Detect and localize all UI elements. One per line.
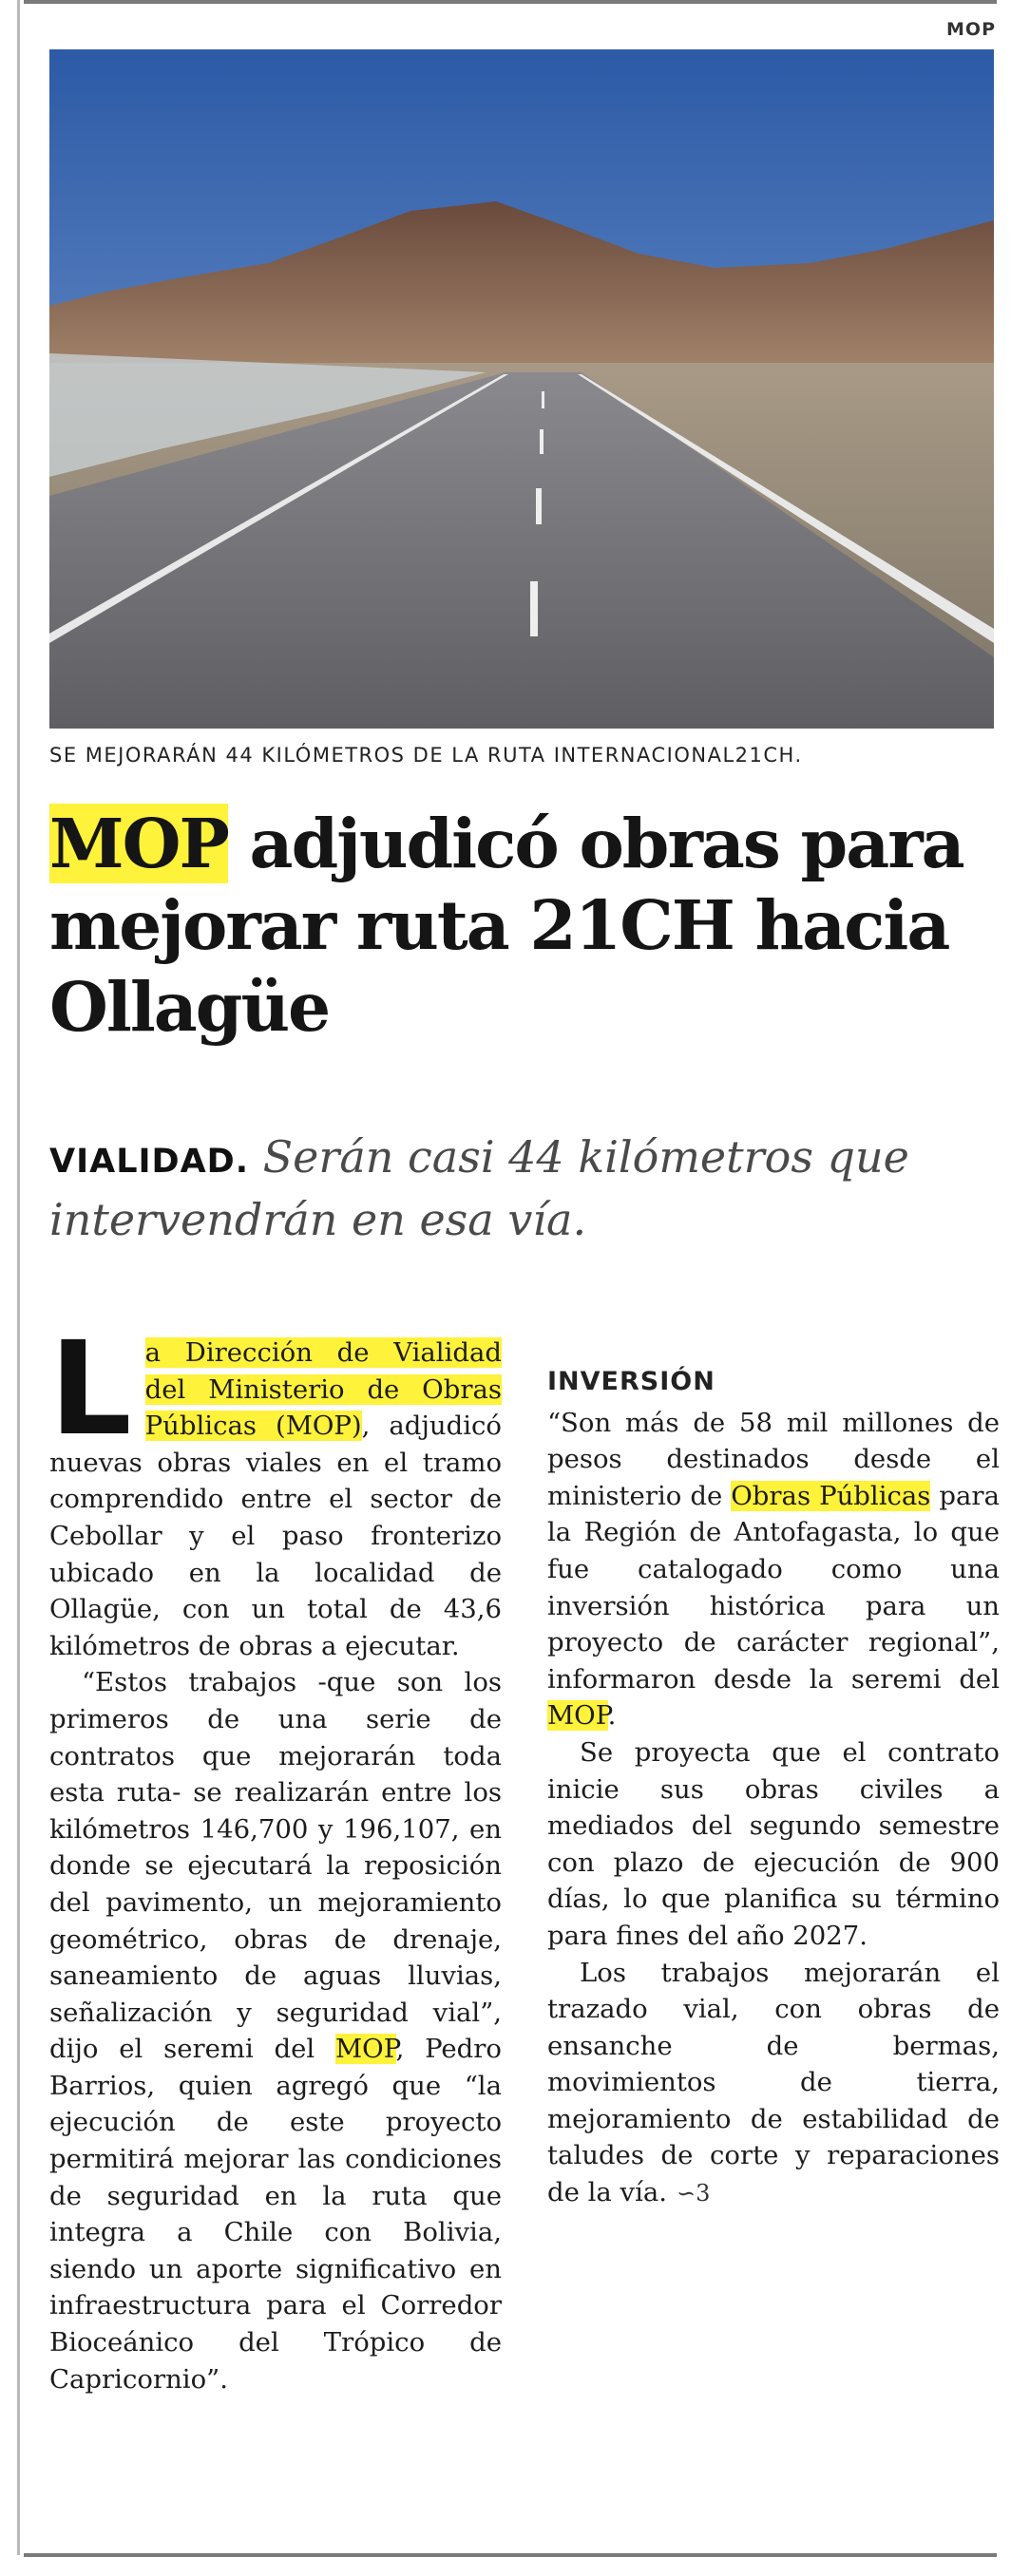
headline — [49, 803, 1000, 1048]
section-heading-inversion: INVERSIÓN — [547, 1367, 715, 1396]
headline-text: adjudicó obras para mejorar ruta 21CH hacia Ollagüe — [49, 804, 963, 1047]
highlighted-mop-2: MOP — [547, 1700, 608, 1732]
paragraph-5 — [547, 1955, 1000, 2212]
headline-highlight: MOP — [49, 804, 228, 883]
highlighted-mop: MOP — [334, 2034, 396, 2065]
subhead-text: Serán casi 44 kilómetros que intervendrán en esa vía. — [49, 1131, 909, 1245]
photo-credit: MOP — [946, 19, 996, 40]
lane-dash — [542, 391, 544, 408]
paragraph-2 — [49, 1664, 502, 2397]
left-rule — [17, 0, 20, 2555]
lane-dash — [540, 429, 544, 454]
lane-dash — [536, 488, 542, 524]
article-column-2 — [547, 1337, 1000, 2212]
top-rule — [24, 0, 997, 4]
highlighted-lead: a Dirección de Vialidad del Ministerio de Obras Públicas (MOP) — [144, 1337, 502, 1442]
photo-caption: SE MEJORARÁN 44 KILÓMETROS DE LA RUTA INTERNACIONAL21CH. — [49, 744, 803, 767]
subhead-kicker: VIALIDAD. — [49, 1143, 250, 1181]
paragraph-3-text-a: “Son más de 58 mil millones de pesos destinados desde el ministerio de — [547, 1407, 1000, 1511]
paragraph-3-text-c: . — [607, 1700, 617, 1732]
article-photo — [49, 49, 994, 729]
paragraph-1-text: , adjudicó nuevas obras viales en el tramo comprendido entre el sector de Cebollar y el paso fronterizo ubicado en la localidad de Ollagüe, con un total de 43,6 kilómetros de obras a ejecutar. — [49, 1411, 502, 1661]
end-mark-icon: ∽3 — [677, 2180, 711, 2207]
lane-dash — [530, 581, 538, 636]
road-landscape-image — [49, 49, 994, 729]
paragraph-2-text-a: “Estos trabajos -que son los primeros de una serie de contratos que mejorarán toda esta ruta- se realizarán entre los kilómetros 146,700 y 196,107, en donde se ejecutará la reposición del pavimento, un mejoramiento geométrico, obras de drenaje, saneamiento de aguas lluvias, señalización y seguridad vial”, dijo el seremi del — [49, 1667, 502, 2065]
article-column-1 — [49, 1315, 502, 2397]
highlighted-obras-publicas: Obras Públicas — [731, 1480, 931, 1511]
paragraph-3 — [547, 1405, 1000, 1734]
subhead — [49, 1128, 1000, 1249]
paragraph-1 — [49, 1315, 502, 1664]
paragraph-5-text: Los trabajos mejorarán el trazado vial, con obras de ensanche de bermas, movimientos de tierra, mejoramiento de estabilidad de taludes de corte y reparaciones de la vía. — [547, 1957, 1000, 2208]
bottom-rule — [24, 2553, 997, 2557]
paragraph-2-text-b: , Pedro Barrios, quien agregó que “la ejecución de este proyecto permitirá mejorar las condiciones de seguridad en la ruta que integra a Chile con Bolivia, siendo un aporte significativo en infraestructura para el Corredor Bioceánico del Trópico de Capricornio”. — [49, 2034, 502, 2395]
paragraph-3-text-b: para la Región de Antofagasta, lo que fue catalogado como una inversión histórica para un proyecto de carácter regional”, informaron desde la seremi del — [547, 1480, 1000, 1695]
drop-cap: L — [49, 1315, 132, 1465]
paragraph-4: Se proyecta que el contrato inicie sus obras civiles a mediados del segundo semestre con plazo de ejecución de 900 días, lo que planifica su término para fines del año 2027. — [547, 1736, 1000, 1951]
